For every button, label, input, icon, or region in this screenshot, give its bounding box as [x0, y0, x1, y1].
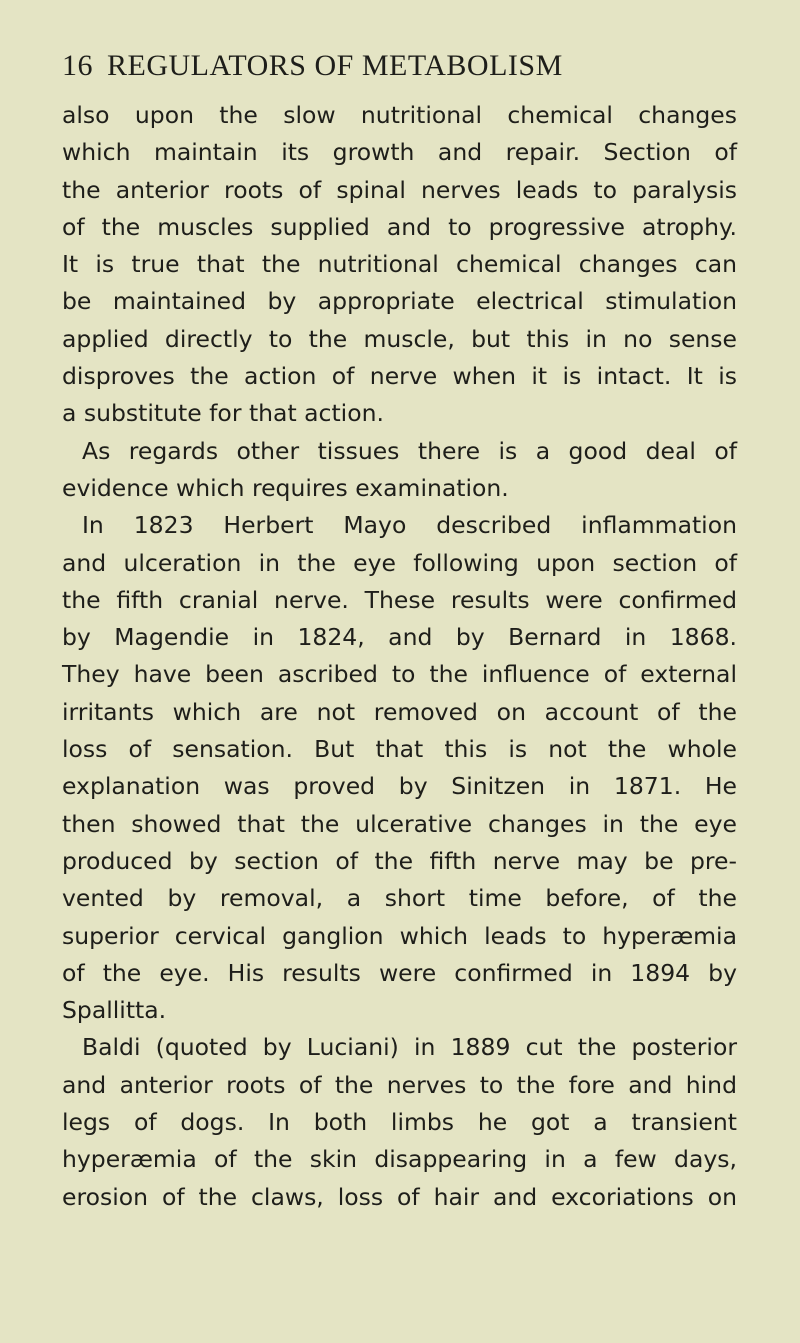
- text-line: Baldi (quoted by Luciani) in 1889 cut the posterior: [82, 1033, 737, 1062]
- running-title: REGULATORS OF METABOLISM: [107, 49, 563, 82]
- text-line: erosion of the claws, loss of hair and excoriations on: [62, 1182, 737, 1211]
- text-line: It is true that the nutritional chemical changes can: [62, 250, 737, 279]
- text-line: by Magendie in 1824, and by Bernard in 1868.: [62, 623, 737, 652]
- text-line: a substitute for that action.: [62, 399, 384, 428]
- text-line: of the eye. His results were confirmed in 1894 by: [62, 958, 737, 987]
- text-line: loss of sensation. But that this is not the whole: [62, 735, 737, 764]
- text-line: superior cervical ganglion which leads to hyperæmia: [62, 921, 737, 950]
- text-line: and ulceration in the eye following upon section of: [62, 548, 737, 577]
- text-line: the fifth cranial nerve. These results were confirmed: [62, 585, 737, 614]
- text-line: of the muscles supplied and to progressive atrophy.: [62, 212, 737, 241]
- text-line: As regards other tissues there is a good deal of: [82, 436, 737, 465]
- text-line: explanation was proved by Sinitzen in 1871. He: [62, 772, 737, 801]
- text-line: then showed that the ulcerative changes in the eye: [62, 809, 737, 838]
- text-line: and anterior roots of the nerves to the fore and hind: [62, 1070, 737, 1099]
- text-line: applied directly to the muscle, but this in no sense: [62, 324, 737, 353]
- text-line: evidence which requires examination.: [62, 473, 509, 502]
- text-line: be maintained by appropriate electrical stimulation: [62, 287, 737, 316]
- text-line: also upon the slow nutritional chemical changes: [62, 101, 737, 129]
- text-line: They have been ascribed to the influence of external: [62, 660, 737, 689]
- text-line: hyperæmia of the skin disappearing in a few days,: [62, 1145, 737, 1174]
- body-text: [62, 97, 737, 1216]
- running-header: [62, 44, 742, 88]
- page-number: 16: [62, 49, 93, 82]
- text-line: In 1823 Herbert Mayo described inflammation: [82, 511, 737, 540]
- text-line: irritants which are not removed on account of the: [62, 697, 737, 726]
- text-line: legs of dogs. In both limbs he got a transient: [62, 1108, 737, 1137]
- text-line: the anterior roots of spinal nerves leads to paralysis: [62, 175, 737, 204]
- text-line: vented by removal, a short time before, of the: [62, 884, 737, 913]
- text-line: disproves the action of nerve when it is intact. It is: [62, 362, 737, 391]
- text-line: Spallitta.: [62, 996, 167, 1025]
- text-line: produced by section of the fifth nerve may be pre-: [62, 846, 737, 875]
- text-line: which maintain its growth and repair. Section of: [62, 138, 737, 167]
